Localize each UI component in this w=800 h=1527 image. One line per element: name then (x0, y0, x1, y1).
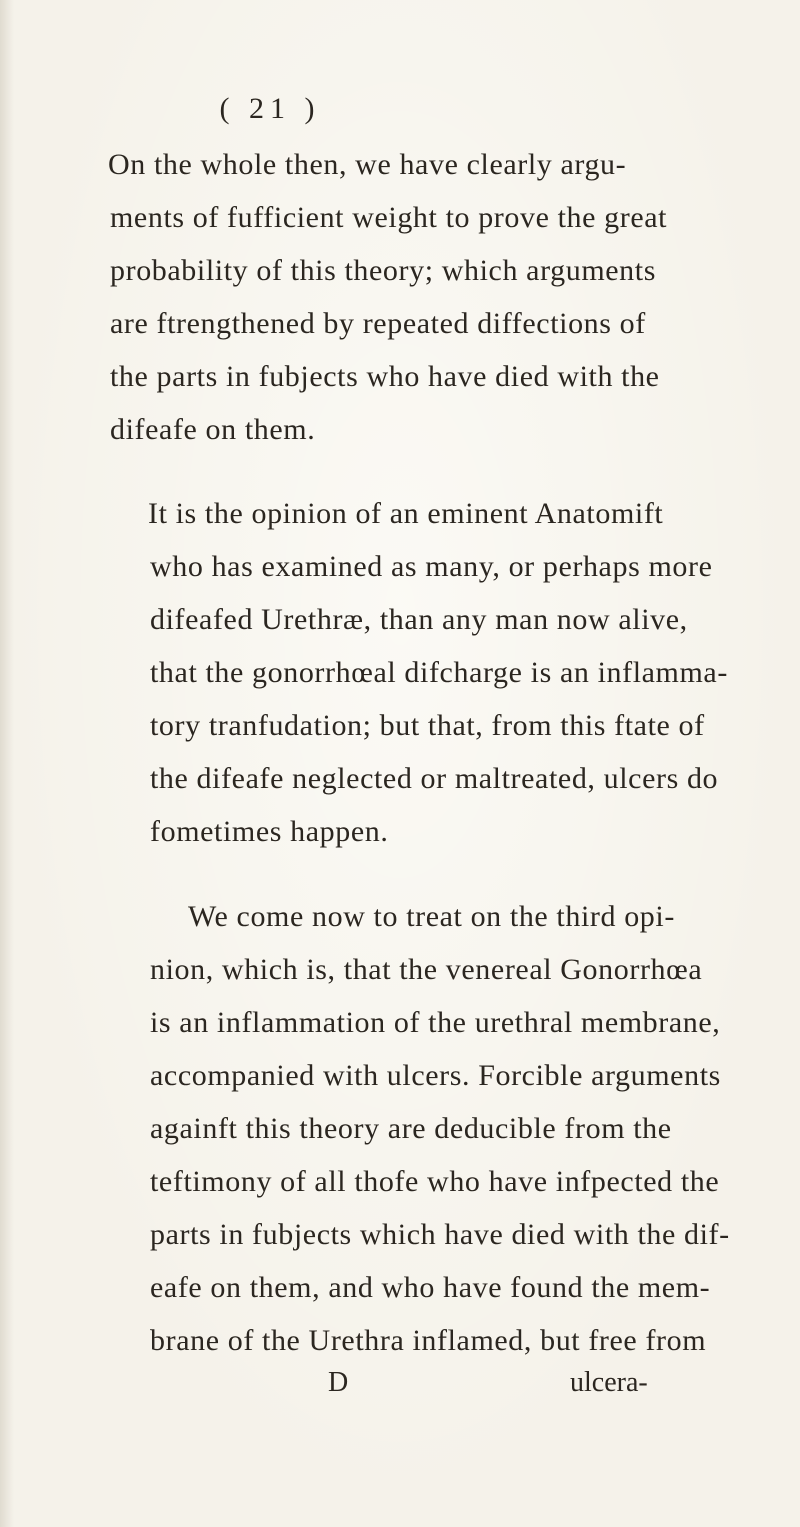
text-line: teftimony of all thofe who have infpected the (150, 1165, 720, 1198)
text-line: It is the opinion of an eminent Anatomift (148, 497, 664, 530)
text-line: that the gonorrhœal difcharge is an inflamma- (150, 656, 728, 689)
text-line: On the whole then, we have clearly argu- (108, 148, 627, 181)
text-line: eafe on them, and who have found the mem- (150, 1271, 711, 1304)
text-line: the parts in fubjects who have died with the (110, 360, 660, 393)
text-line: difeafed Urethræ, than any man now alive, (150, 603, 688, 636)
signature-mark: D (328, 1367, 349, 1398)
text-line: tory tranfudation; but that, from this ftate of (150, 709, 705, 742)
text-line: is an inflammation of the urethral membrane, (150, 1006, 721, 1039)
text-line: ments of fufficient weight to prove the great (110, 201, 668, 234)
text-line: nion, which is, that the venereal Gonorrhœa (150, 953, 703, 986)
page-number: ( 21 ) (219, 92, 321, 125)
gutter-shadow (0, 0, 14, 1527)
text-line: accompanied with ulcers. Forcible arguments (150, 1059, 721, 1092)
text-line: againft this theory are deducible from the (150, 1112, 672, 1145)
text-line: fometimes happen. (150, 815, 389, 848)
text-line: brane of the Urethra inflamed, but free from (150, 1324, 707, 1357)
text-line: the difeafe neglected or maltreated, ulcers do (150, 762, 719, 795)
text-line: are ftrengthened by repeated diffections of (110, 307, 646, 340)
text-line: who has examined as many, or perhaps more (150, 550, 713, 583)
text-line: We come now to treat on the third opi- (188, 900, 675, 933)
text-line: parts in fubjects which have died with the dif- (150, 1218, 730, 1251)
catchword: ulcera- (570, 1367, 648, 1398)
text-line: difeafe on them. (110, 413, 316, 446)
text-line: probability of this theory; which arguments (110, 254, 656, 287)
